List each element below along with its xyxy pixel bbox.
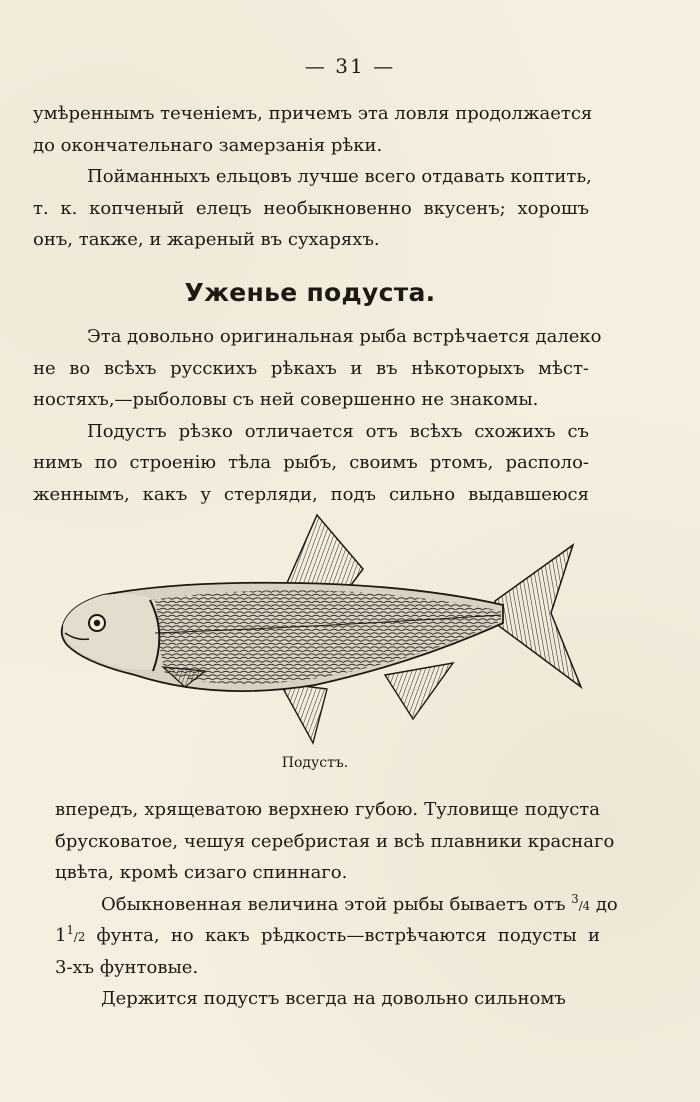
text-line: 3-хъ фунтовые. [55, 956, 199, 978]
text-line: брусковатое, чешуя серебристая и всѣ плавники краснаго [55, 830, 615, 852]
section-heading: Уженье подуста. [184, 278, 436, 307]
text-line: онъ, также, и жареный въ сухаряхъ. [33, 229, 380, 250]
fraction-numerator: 1 [66, 923, 74, 937]
text-line: ностяхъ,—рыболовы съ ней совершенно не знакомы. [33, 389, 539, 410]
text-line: Держится подустъ всегда на довольно сильномъ [101, 988, 566, 1009]
text-line: цвѣта, кромѣ сизаго спиннаго. [55, 862, 348, 883]
text-line: т. к. копченый елецъ необыкновенно вкусенъ; хорошъ [33, 197, 589, 219]
text-line: до окончательнаго замерзанія рѣки. [33, 134, 383, 156]
pelvic-fin [280, 683, 327, 743]
tail-fin [495, 545, 581, 687]
bottom-text [55, 794, 618, 1015]
text-line: не во всѣхъ русскихъ рѣкахъ и въ нѣкоторыхъ мѣст- [33, 357, 589, 379]
dorsal-fin [287, 515, 363, 585]
text-line: Эта довольно оригинальная рыба встрѣчается далеко [87, 326, 602, 347]
top-text [33, 98, 593, 256]
figure-caption: Подустъ. [281, 755, 349, 771]
middle-text [33, 321, 602, 510]
text-line-with-fraction [55, 920, 600, 952]
text-line: умѣреннымъ теченіемъ, причемъ эта ловля продолжается [33, 103, 593, 124]
fish-illustration [55, 505, 595, 750]
text-line: впередъ, хрящеватою верхнею губою. Туловище подуста [55, 799, 600, 820]
fraction-line-tail: до [595, 893, 618, 915]
fraction-line-text: фунта, но какъ рѣдкость—встрѣчаются подусты и [96, 925, 600, 946]
fraction-line-text: Обыкновенная величина этой рыбы бываетъ отъ [101, 893, 566, 915]
fraction-denominator: /4 [578, 898, 591, 913]
page-number: — 31 — [304, 54, 396, 78]
text-line: Пойманныхъ ельцовъ лучше всего отдавать коптить, [87, 166, 592, 187]
text-line-with-fraction [55, 889, 618, 921]
fraction-whole: 1 [55, 925, 67, 946]
text-line: Подустъ рѣзко отличается отъ всѣхъ схожихъ съ [87, 420, 589, 442]
text-line: нимъ по строенію тѣла рыбъ, своимъ ртомъ, располо- [33, 452, 589, 473]
fraction-numerator: 3 [571, 891, 579, 906]
anal-fin [385, 663, 453, 719]
fraction-denominator: /2 [73, 930, 86, 944]
text-line: женнымъ, какъ у стерляди, подъ сильно выдавшеюся [33, 483, 589, 505]
